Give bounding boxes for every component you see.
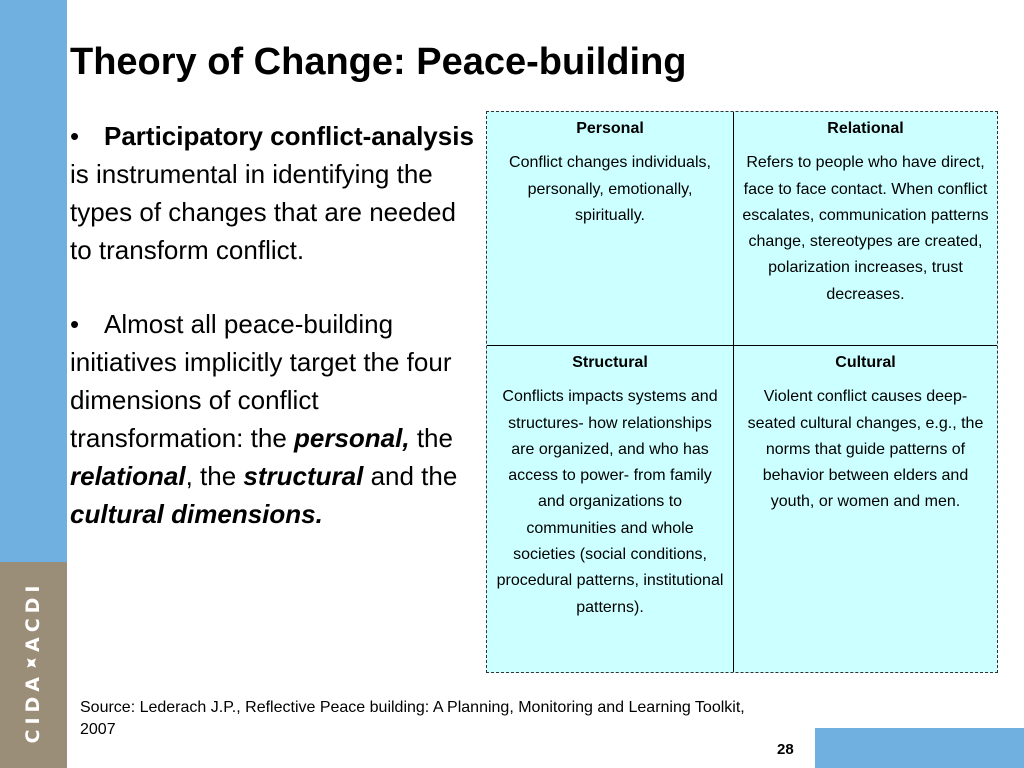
source-citation: Source: Lederach J.P., Reflective Peace building: A Planning, Monitoring and Learning Toolkit, 2007 [80, 699, 745, 738]
bullet-text: Almost all peace-building initiatives implicitly target the four dimensions of conflict transformation: the [70, 309, 452, 453]
bullet-emphasis-cultural: cultural dimensions [70, 499, 316, 529]
matrix-cell-cultural [734, 346, 997, 672]
matrix-cell-header: Relational [827, 120, 904, 137]
bullet-text-bold: Participatory conflict-analysis [104, 121, 474, 151]
matrix-cell-structural [487, 346, 734, 672]
bullet-emphasis-structural: structural [243, 461, 364, 491]
bullet-marker: • [70, 121, 80, 151]
left-accent-bar [0, 0, 67, 562]
bullet-emphasis-personal: personal, [294, 423, 410, 453]
bottom-accent-bar [815, 728, 1024, 768]
page-number: 28 [777, 741, 794, 758]
cida-acdi-logo-text [22, 581, 44, 744]
logo-left-text: CIDA [22, 672, 44, 744]
matrix-cell-body: Violent conflict causes deep-seated cultural changes, e.g., the norms that guide patterns of behavior between elders and youth, or women and men. [747, 388, 984, 511]
matrix-cell-header: Cultural [835, 354, 896, 371]
bullet-text: is instrumental in identifying the types of changes that are needed to transform conflict. [70, 159, 456, 265]
logo-right-text: ACDI [22, 580, 44, 652]
matrix-cell-header: Personal [576, 120, 644, 137]
bullet-period: . [315, 499, 323, 529]
maple-leaf-icon [22, 654, 40, 672]
matrix-cell-body: Refers to people who have direct, face to face contact. When conflict escalates, communication patterns change, stereotypes are created, polarization increases, trust decreases. [742, 154, 989, 303]
matrix-cell-header: Structural [572, 354, 648, 371]
bullet-text: , the [185, 461, 244, 491]
bullet-item-2 [70, 305, 475, 533]
matrix-cell-body: Conflicts impacts systems and structures- how relationships are organized, and who has access to power- from family and organizations to communities and whole societies (social conditions, procedural patterns, institutional patterns). [496, 388, 724, 616]
bullet-list [70, 117, 475, 533]
matrix-cell-personal [487, 112, 734, 346]
change-dimensions-matrix [486, 111, 998, 673]
bullet-text: and the [363, 461, 458, 491]
matrix-cell-relational [734, 112, 997, 346]
bullet-marker: • [70, 309, 80, 339]
slide-title: Theory of Change: Peace-building [70, 41, 687, 83]
bullet-emphasis-relational: relational [70, 461, 186, 491]
bullet-item-1 [70, 117, 475, 269]
matrix-cell-body: Conflict changes individuals, personally, emotionally, spiritually. [509, 154, 711, 224]
bullet-text: the [409, 423, 453, 453]
